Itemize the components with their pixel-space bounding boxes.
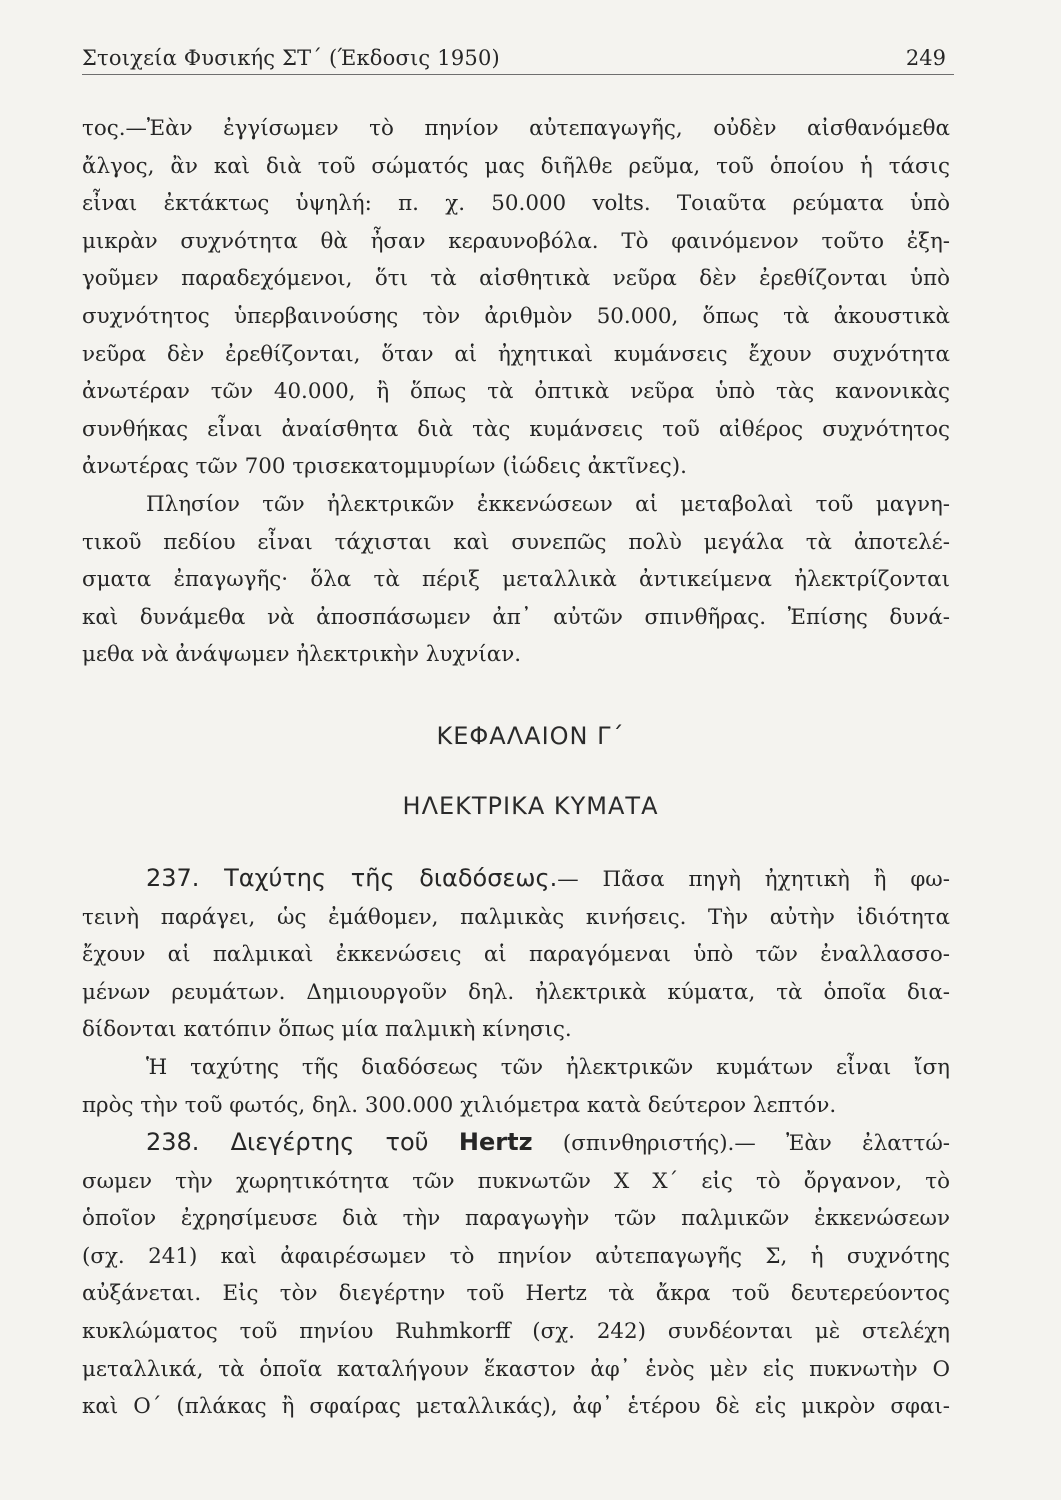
text-line: καὶ δυνάμεθα νὰ ἀποσπάσωμεν ἀπ᾽ αὐτῶν σπινθῆρας. Ἐπίσης δυνά- <box>82 604 950 630</box>
text-line: μεθα νὰ ἀνάψωμεν ἠλεκτρικὴν λυχνίαν. <box>82 642 522 668</box>
text-line: ἔχουν αἱ παλμικαὶ ἐκκενώσεις αἱ παραγόμεναι ὑπὸ τῶν ἐναλλασσο- <box>82 942 950 968</box>
paragraph-electromagnetic <box>82 486 950 674</box>
text-line: Πλησίον τῶν ἠλεκτρικῶν ἐκκενώσεων αἱ μεταβολαὶ τοῦ μαγνη- <box>146 492 950 517</box>
text-line: μικρὰν συχνότητα θὰ ἦσαν κεραυνοβόλα. Τὸ φαινόμενον τοῦτο ἐξη- <box>82 228 950 254</box>
paragraph-continuation <box>82 110 950 486</box>
text-line: ἀνωτέραν τῶν 40.000, ἢ ὅπως τὰ ὀπτικὰ νεῦρα ὑπὸ τὰς κανονικὰς <box>82 379 950 405</box>
text-fragment: — Πᾶσα πηγὴ ἠχητικὴ ἢ φω- <box>557 867 950 892</box>
section-237-heading: 237. Ταχύτης τῆς διαδόσεως. <box>146 864 558 892</box>
text-line: αὐξάνεται. Εἰς τὸν διεγέρτην τοῦ Hertz τὰ ἄκρα τοῦ δευτερεύοντος <box>82 1281 950 1307</box>
text-line: καὶ Ο΄ (πλάκας ἢ σφαίρας μεταλλικάς), ἀφ᾽ ἑτέρου δὲ εἰς μικρὸν σφαι- <box>82 1394 950 1420</box>
text-line: ὁποῖον ἐχρησίμευσε διὰ τὴν παραγωγὴν τῶν παλμικῶν ἐκκενώσεων <box>82 1206 950 1232</box>
section-238-heading: 238. Διεγέρτης τοῦ <box>146 1128 429 1156</box>
text-line: τεινὴ παράγει, ὡς ἐμάθομεν, παλμικὰς κινήσεις. Τὴν αὐτὴν ἰδιότητα <box>82 904 950 930</box>
section-237 <box>82 860 950 1124</box>
section-238 <box>82 1124 950 1426</box>
text-line: εἶναι ἐκτάκτως ὑψηλή: π. χ. 50.000 volts. Τοιαῦτα ρεύματα ὑπὸ <box>82 191 950 217</box>
running-head-title: Στοιχεία Φυσικής ΣΤ΄ (Έκδοσις 1950) <box>82 46 500 70</box>
text-line: μένων ρευμάτων. Δημιουργοῦν δηλ. ἠλεκτρικὰ κύματα, τὰ ὁποῖα δια- <box>82 979 950 1005</box>
text-line: τικοῦ πεδίου εἶναι τάχισται καὶ συνεπῶς πολὺ μεγάλα τὰ ἀποτελέ- <box>82 529 950 555</box>
text-line: σματα ἐπαγωγῆς· ὅλα τὰ πέριξ μεταλλικὰ ἀντικείμενα ἠλεκτρίζονται <box>82 567 950 593</box>
text-line: σωμεν τὴν χωρητικότητα τῶν πυκνωτῶν Χ Χ΄ εἰς τὸ ὄργανον, τὸ <box>82 1168 950 1194</box>
text-line: κυκλώματος τοῦ πηνίου Ruhmkorff (σχ. 242) συνδέονται μὲ στελέχη <box>82 1318 950 1344</box>
chapter-title-heading: ΗΛΕΚΤΡΙΚΑ ΚΥΜΑΤΑ <box>402 792 659 820</box>
text-line: Ἡ ταχύτης τῆς διαδόσεως τῶν ἠλεκτρικῶν κυμάτων εἶναι ἴση <box>146 1054 950 1080</box>
text-line: τος.—Ἐὰν ἐγγίσωμεν τὸ πηνίον αὐτεπαγωγῆς, οὐδὲν αἰσθανόμεθα <box>82 116 950 141</box>
text-line: πρὸς τὴν τοῦ φωτός, δηλ. 300.000 χιλιόμετρα κατὰ δεύτερον λεπτόν. <box>82 1092 837 1118</box>
running-head <box>82 44 954 74</box>
text-line: γοῦμεν παραδεχόμενοι, ὅτι τὰ αἰσθητικὰ νεῦρα δὲν ἐρεθίζονται ὑπὸ <box>82 266 950 292</box>
header-rule <box>82 74 954 75</box>
text-line: συνθήκας εἶναι ἀναίσθητα διὰ τὰς κυμάνσεις τοῦ αἰθέρος συχνότητος <box>82 416 950 442</box>
page-number: 249 <box>905 46 946 70</box>
text-fragment: (σπινθηριστής).— Ἐὰν ἐλαττώ- <box>562 1131 950 1156</box>
section-238-first-line <box>82 1124 950 1163</box>
text-line: μεταλλικά, τὰ ὁποῖα καταλήγουν ἕκαστον ἀφ᾽ ἑνὸς μὲν εἰς πυκνωτὴν Ο <box>82 1356 950 1382</box>
text-line: συχνότητος ὑπερβαινούσης τὸν ἀριθμὸν 50.000, ὅπως τὰ ἀκουστικὰ <box>82 303 950 329</box>
text-line: νεῦρα δὲν ἐρεθίζονται, ὅταν αἱ ἠχητικαὶ κυμάνσεις ἔχουν συχνότητα <box>82 341 950 367</box>
section-237-first-line <box>82 860 950 899</box>
text-line: (σχ. 241) καὶ ἀφαιρέσωμεν τὸ πηνίον αὐτεπαγωγῆς Σ, ἡ συχνότης <box>82 1243 950 1269</box>
section-238-heading-name: Hertz <box>458 1128 533 1156</box>
text-line: δίδονται κατόπιν ὅπως μία παλμικὴ κίνησις. <box>82 1017 572 1043</box>
text-line: ἀνωτέρας τῶν 700 τρισεκατομμυρίων (ἰώδεις ἀκτῖνες). <box>82 454 687 480</box>
chapter-number-heading: ΚΕΦΑΛΑΙΟΝ Γ΄ <box>436 722 625 750</box>
text-line: ἄλγος, ἂν καὶ διὰ τοῦ σώματός μας διῆλθε ρεῦμα, τοῦ ὁποίου ἡ τάσις <box>82 153 950 179</box>
